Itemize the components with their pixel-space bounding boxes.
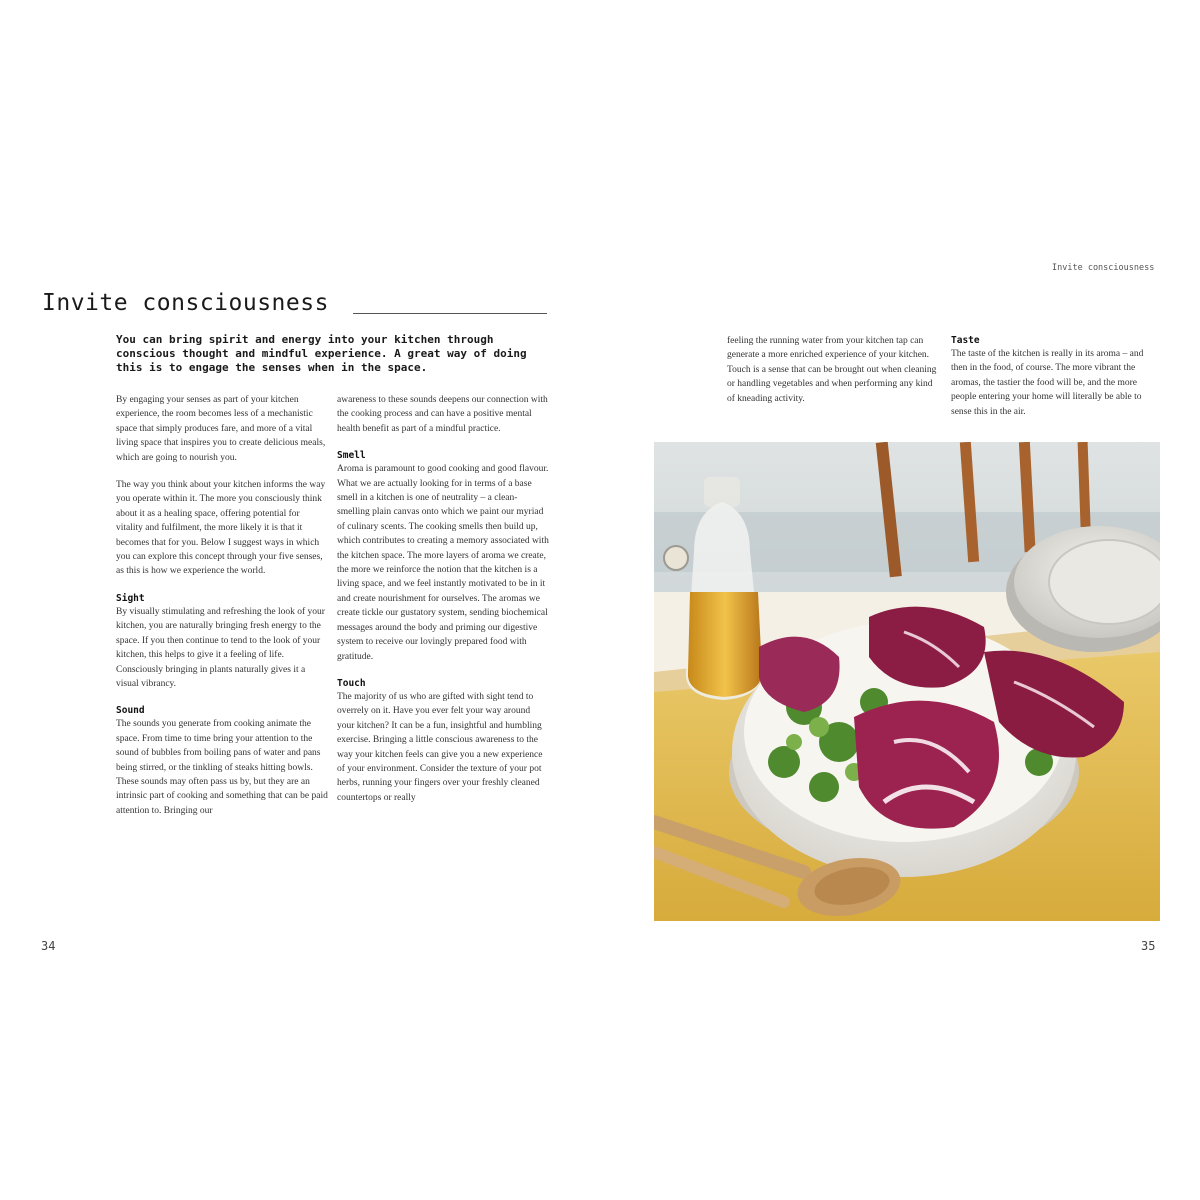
sight-text: By visually stimulating and refreshing the look of your kitchen, you are naturally bringing fresh energy to the space. If you then continue to tend to the look of your kitchen, this helps to give it a feeling of life. Consciously bringing in plants naturally gives it a visual vibrancy. bbox=[116, 606, 325, 689]
smell-heading: Smell bbox=[337, 450, 366, 462]
intro-paragraph: You can bring spirit and energy into your kitchen through conscious thought and mindful experience. A great way of doing this is to engage the senses when in the space. bbox=[116, 333, 527, 374]
salad-photo-illustration bbox=[654, 442, 1160, 921]
page-title: Invite consciousness bbox=[42, 290, 329, 316]
running-head: Invite consciousness bbox=[1052, 263, 1155, 273]
body-paragraph: awareness to these sounds deepens our connection with the cooking process and can have a positive mental health benefit as part of a mindful practice. bbox=[337, 395, 548, 434]
sound-text: The sounds you generate from cooking animate the space. From time to time bring your attention to the sound of bubbles from boiling pans of water and pans being stirred, or the tinkling of steaks hitting bowls. These sounds may often pass us by, but they are an intrinsic part of cooking and something that can be paid attention to. Bringing our bbox=[116, 719, 328, 816]
sight-heading: Sight bbox=[116, 592, 145, 604]
page-number-right: 35 bbox=[1141, 939, 1156, 953]
touch-text: The majority of us who are gifted with sight tend to overrely on it. Have you ever felt your way around your kitchen? It can be a fun, insightful and humbling exercise. Bringing a little conscious awareness to the way your kitchen feels can give you a new experience of your environment. Consider the texture of your pot herbs, running your fingers over your freshly cleaned countertops or really bbox=[337, 691, 543, 803]
salad-photo bbox=[654, 442, 1160, 921]
text-column-2 bbox=[337, 393, 549, 818]
text-column-1 bbox=[116, 393, 328, 831]
text-column-4 bbox=[951, 334, 1161, 432]
sound-heading: Sound bbox=[116, 705, 145, 717]
page-number-left: 34 bbox=[41, 939, 56, 953]
body-paragraph: By engaging your senses as part of your kitchen experience, the room becomes less of a mechanistic space that simply produces fare, and more of a vital living space that inspires you to create delicious meals, which are going to nourish you. bbox=[116, 395, 326, 463]
touch-heading: Touch bbox=[337, 677, 366, 689]
text-column-3 bbox=[727, 334, 939, 419]
smell-text: Aroma is paramount to good cooking and good flavour. What we are actually looking for in terms of a base smell in a kitchen is one of neutrality – a clean-smelling plain canvas onto which we paint our myriad of culinary scents. The cooking smells then build up, which contributes to creating a memory associated with the kitchen space. The more layers of aroma we create, the more we reinforce the notion that the kitchen is a living space, and we feel instantly motivated to be in it and create nourishment for ourselves. The aromas we create tickle our gustatory system, sending biochemical messages around the body and priming our digestive system to receive our lovingly prepared food with gratitude. bbox=[337, 464, 549, 662]
title-rule bbox=[353, 313, 547, 314]
body-paragraph: The way you think about your kitchen informs the way you operate within it. The more you consciously think about it as a healing space, offering potential for vitality and fulfilment, the more likely it is that it becomes that for you. Below I suggest ways in which you can explore this concept through your five senses, as this is how we experience the world. bbox=[116, 480, 326, 577]
body-paragraph: feeling the running water from your kitchen tap can generate a more enriched experience of your kitchen. Touch is a sense that can be brought out when cleaning or handling vegetables and when performing any kind of kneading activity. bbox=[727, 336, 937, 404]
taste-heading: Taste bbox=[951, 335, 980, 346]
taste-text: The taste of the kitchen is really in its aroma – and then in the food, of course. The more vibrant the aromas, the tastier the food will be, and the more people entering your home will literally be able to sense this in the air. bbox=[951, 349, 1144, 417]
